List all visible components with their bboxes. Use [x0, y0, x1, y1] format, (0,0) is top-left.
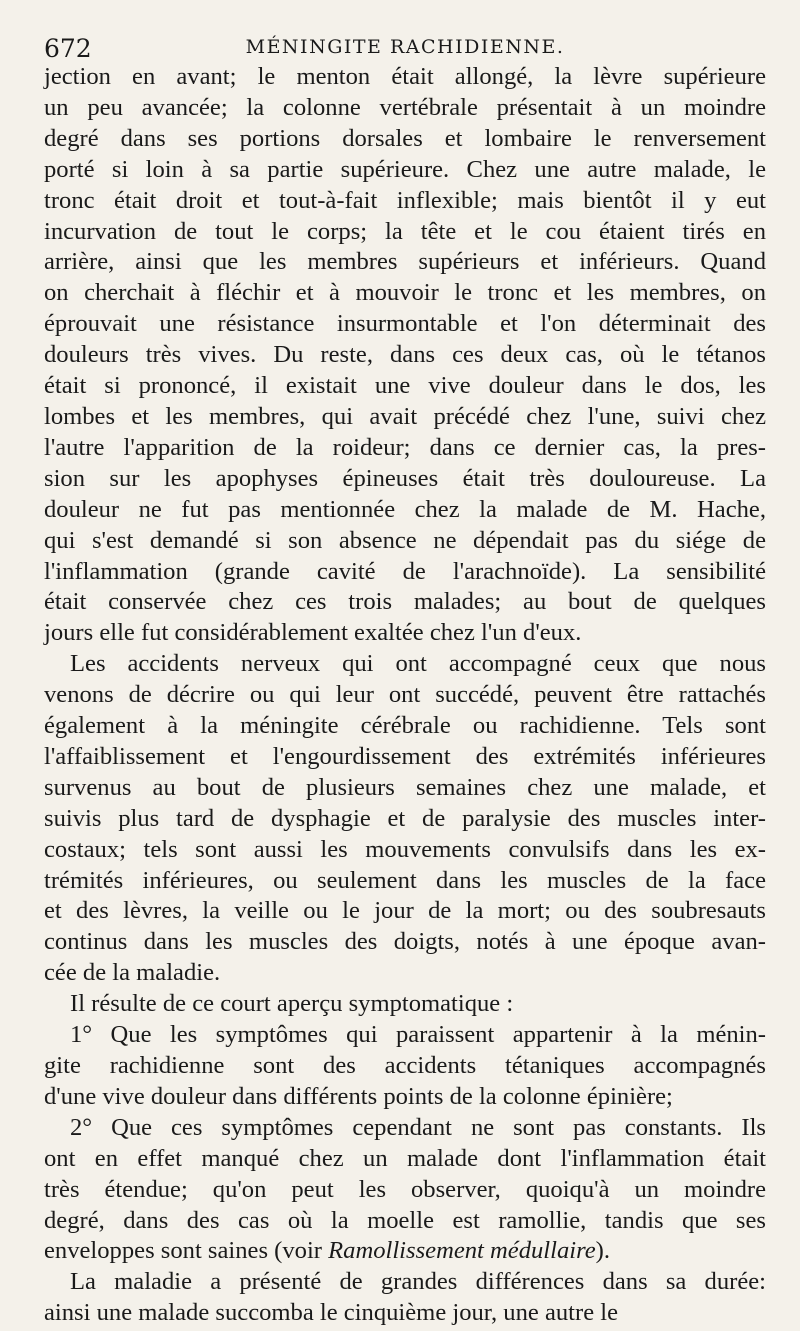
text-line: arrière, ainsi que les membres supérieurs et inférieurs. Quand	[44, 248, 766, 276]
text-line: également à la méningite cérébrale ou rachidienne. Tels sont	[44, 712, 766, 740]
text-line: survenus au bout de plusieurs semaines chez une malade, et	[44, 773, 766, 801]
text-line: éprouvait une résistance insurmontable et l'on déterminait des	[44, 310, 766, 338]
text-line: l'inflammation (grande cavité de l'arachnoïde). La sensibilité	[44, 557, 766, 585]
text-line: degré dans ses portions dorsales et lombaire le renversement	[44, 124, 766, 152]
text-line: jection en avant; le menton était allongé, la lèvre supérieure	[44, 63, 766, 90]
paragraph	[44, 1113, 766, 1268]
text-line: porté si loin à sa partie supérieure. Chez une autre malade, le	[44, 155, 766, 183]
text-line: gite rachidienne sont des accidents tétaniques accompagnés	[44, 1052, 766, 1079]
page-header	[44, 28, 766, 62]
text-line: Il résulte de ce court aperçu symptomatique :	[70, 990, 514, 1018]
text-line: douleurs très vives. Du reste, dans ces deux cas, où le tétanos	[44, 341, 766, 369]
page-number: 672	[44, 34, 92, 63]
text-line: Les accidents nerveux qui ont accompagné ceux que nous	[70, 650, 766, 678]
text-line: très étendue; qu'on peut les observer, quoiqu'à un moindre	[44, 1175, 766, 1203]
text-line: ont en effet manqué chez un malade dont l'inflammation était	[44, 1144, 766, 1172]
text-line: un peu avancée; la colonne vertébrale présentait à un moindre	[44, 93, 766, 121]
paragraph	[44, 1267, 766, 1329]
text-line: continus dans les muscles des doigts, notés à une époque avan-	[44, 928, 766, 956]
paragraph	[44, 62, 766, 649]
text-line: l'affaiblissement et l'engourdissement des extrémités inférieures	[44, 742, 766, 770]
text-line: suivis plus tard de dysphagie et de paralysie des muscles inter-	[44, 804, 766, 832]
text-line: 1° Que les symptômes qui paraissent appartenir à la ménin-	[70, 1021, 766, 1049]
running-head: MÉNINGITE RACHIDIENNE.	[245, 36, 565, 58]
paragraph	[44, 1020, 766, 1113]
italic-reference: Ramollissement médullaire	[328, 1237, 596, 1265]
text-line	[44, 1236, 766, 1267]
text-line: on cherchait à fléchir et à mouvoir le tronc et les membres, on	[44, 279, 766, 307]
text-line: ainsi une malade succomba le cinquième jour, une autre le	[44, 1299, 619, 1327]
text-line: tronc était droit et tout-à-fait inflexible; mais bientôt il y eut	[44, 186, 766, 214]
paragraph	[44, 989, 766, 1020]
text-line: était si prononcé, il existait une vive douleur dans le dos, les	[44, 372, 766, 400]
text-line: jours elle fut considérablement exaltée chez l'un d'eux.	[44, 619, 582, 647]
text-line: lombes et les membres, qui avait précédé chez l'une, suivi chez	[44, 402, 766, 430]
text-line: et des lèvres, la veille ou le jour de la mort; ou des soubresauts	[44, 897, 766, 925]
body-text	[44, 62, 766, 1329]
text-line: cée de la maladie.	[44, 959, 221, 987]
text-line: d'une vive douleur dans différents points de la colonne épinière;	[44, 1082, 673, 1110]
text-line: trémités inférieures, ou seulement dans les muscles de la face	[44, 866, 766, 894]
text-fragment: enveloppes sont saines (voir	[44, 1237, 329, 1265]
text-line: costaux; tels sont aussi les mouvements convulsifs dans les ex-	[44, 835, 766, 863]
text-line: était conservée chez ces trois malades; au bout de quelques	[44, 588, 766, 616]
paragraph	[44, 649, 766, 989]
text-line: douleur ne fut pas mentionnée chez la malade de M. Hache,	[44, 495, 766, 523]
text-line: sion sur les apophyses épineuses était très douloureuse. La	[44, 464, 766, 492]
text-line: venons de décrire ou qui leur ont succédé, peuvent être rattachés	[44, 681, 766, 709]
text-line: qui s'est demandé si son absence ne dépendait pas du siége de	[44, 526, 766, 554]
text-line: La maladie a présenté de grandes différences dans sa durée:	[70, 1268, 766, 1296]
text-fragment: ).	[595, 1237, 611, 1265]
text-line: 2° Que ces symptômes cependant ne sont pas constants. Ils	[70, 1113, 766, 1141]
text-line: l'autre l'apparition de la roideur; dans ce dernier cas, la pres-	[44, 433, 766, 461]
text-line: incurvation de tout le corps; la tête et le cou étaient tirés en	[44, 217, 766, 245]
text-line: degré, dans des cas où la moelle est ramollie, tandis que ses	[44, 1206, 766, 1234]
